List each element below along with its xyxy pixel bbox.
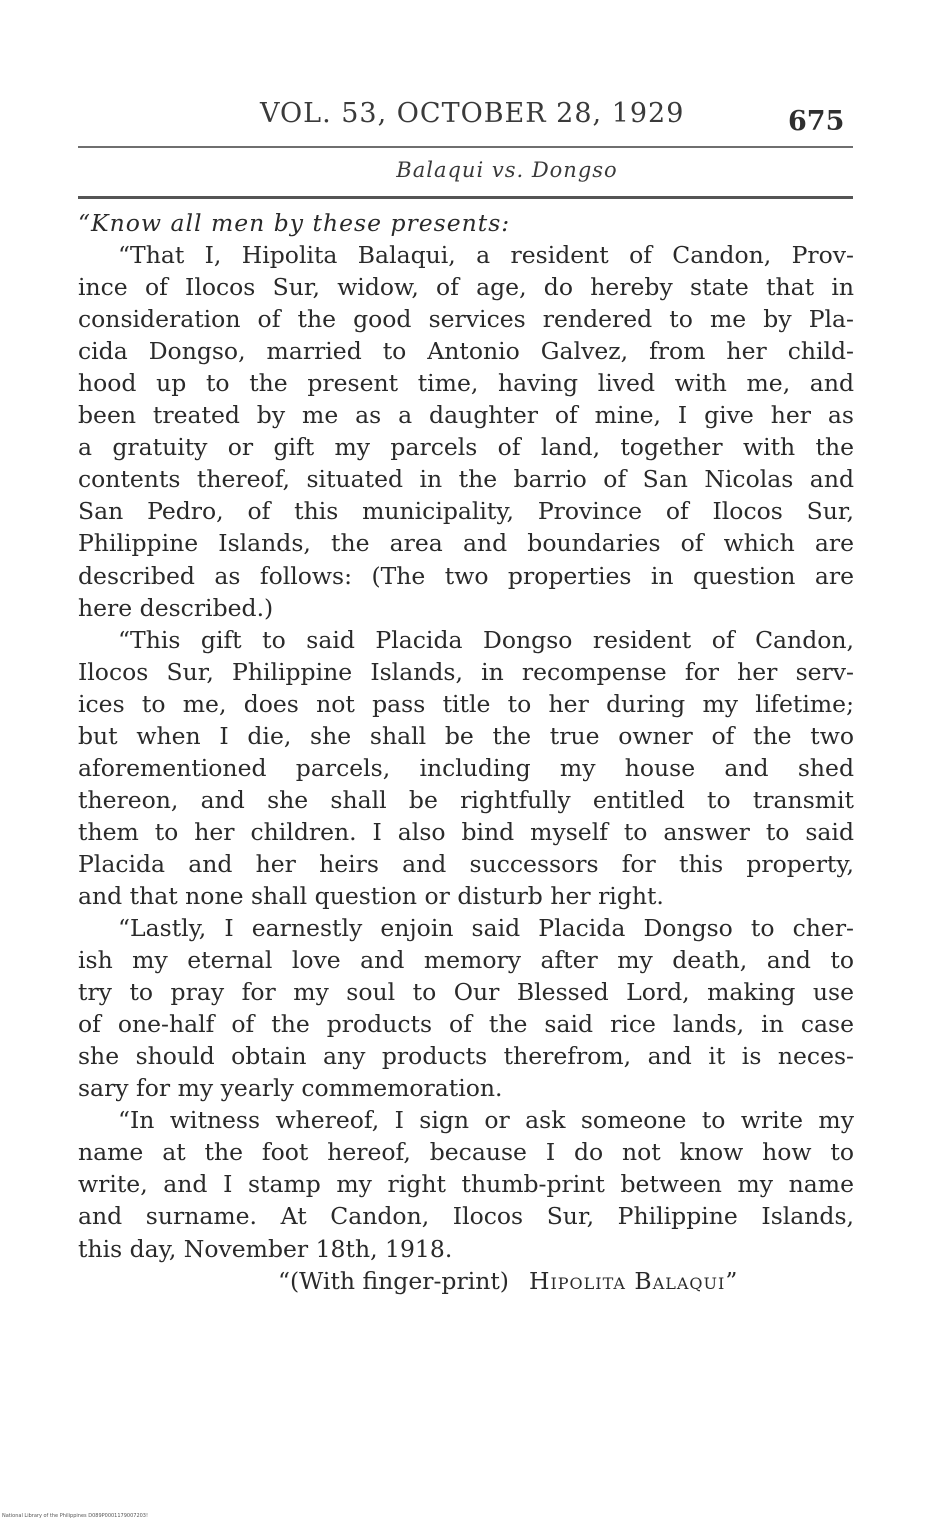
- text-line: Placida and her heirs and successors for this property,: [78, 849, 854, 878]
- page-number: 675: [788, 106, 845, 137]
- body-text: [78, 239, 854, 1265]
- text-line: and surname. At Candon, Ilocos Sur, Philippine Islands,: [78, 1202, 854, 1231]
- text-line: contents thereof, situated in the barrio of San Nicolas and: [78, 465, 854, 494]
- text-line: this day, November 18th, 1918.: [78, 1234, 453, 1263]
- text-line: “That I, Hipolita Balaqui, a resident of Candon, Prov-: [118, 241, 854, 270]
- text-line: here described.): [78, 593, 274, 622]
- text-line: them to her children. I also bind myself to answer to said: [78, 817, 854, 846]
- signature-prefix: “(With finger-print): [278, 1266, 509, 1295]
- text-line: ince of Ilocos Sur, widow, of age, do hereby state that in: [78, 273, 854, 302]
- header-rule: [78, 146, 853, 148]
- text-line: aforementioned parcels, including my house and shed: [78, 753, 854, 782]
- text-line: but when I die, she shall be the true owner of the two: [78, 721, 854, 750]
- text-line: ish my eternal love and memory after my death, and to: [78, 946, 854, 975]
- title-rule: [78, 196, 853, 199]
- text-line: Ilocos Sur, Philippine Islands, in recompense for her serv-: [78, 657, 854, 686]
- text-line: thereon, and she shall be rightfully entitled to transmit: [78, 785, 854, 814]
- text-line: “This gift to said Placida Dongso resident of Candon,: [118, 625, 854, 654]
- text-line: sary for my yearly commemoration.: [78, 1074, 503, 1103]
- text-line: cida Dongso, married to Antonio Galvez, from her child-: [78, 337, 854, 366]
- signature-line: [78, 1265, 854, 1297]
- signature-name: Hipolita Balaqui”: [528, 1266, 739, 1295]
- text-line: consideration of the good services rendered to me by Pla-: [78, 305, 854, 334]
- text-line: write, and I stamp my right thumb-print between my name: [78, 1170, 854, 1199]
- text-line: a gratuity or gift my parcels of land, together with the: [78, 433, 854, 462]
- opening-line: “Know all men by these presents:: [78, 209, 511, 237]
- text-line: try to pray for my soul to Our Blessed Lord, making use: [78, 978, 854, 1007]
- text-line: and that none shall question or disturb her right.: [78, 881, 664, 910]
- text-line: described as follows: (The two properties in question are: [78, 561, 854, 590]
- text-line: name at the foot hereof, because I do not know how to: [78, 1138, 854, 1167]
- running-header: VOL. 53, OCTOBER 28, 1929: [260, 98, 685, 129]
- text-line: she should obtain any products therefrom, and it is neces-: [78, 1042, 854, 1071]
- text-line: “Lastly, I earnestly enjoin said Placida Dongso to cher-: [118, 914, 854, 943]
- text-line: of one-half of the products of the said rice lands, in case: [78, 1010, 854, 1039]
- source-note: National Library of the Philippines D089P0001179007203!: [2, 1513, 148, 1519]
- text-line: ices to me, does not pass title to her during my lifetime;: [78, 689, 854, 718]
- case-title: Balaqui vs. Dongso: [396, 158, 618, 182]
- document-body: [78, 207, 854, 1297]
- text-line: San Pedro, of this municipality, Province of Ilocos Sur,: [78, 497, 854, 526]
- text-line: Philippine Islands, the area and boundaries of which are: [78, 529, 854, 558]
- text-line: hood up to the present time, having lived with me, and: [78, 369, 854, 398]
- text-line: been treated by me as a daughter of mine, I give her as: [78, 401, 854, 430]
- text-line: “In witness whereof, I sign or ask someone to write my: [118, 1106, 854, 1135]
